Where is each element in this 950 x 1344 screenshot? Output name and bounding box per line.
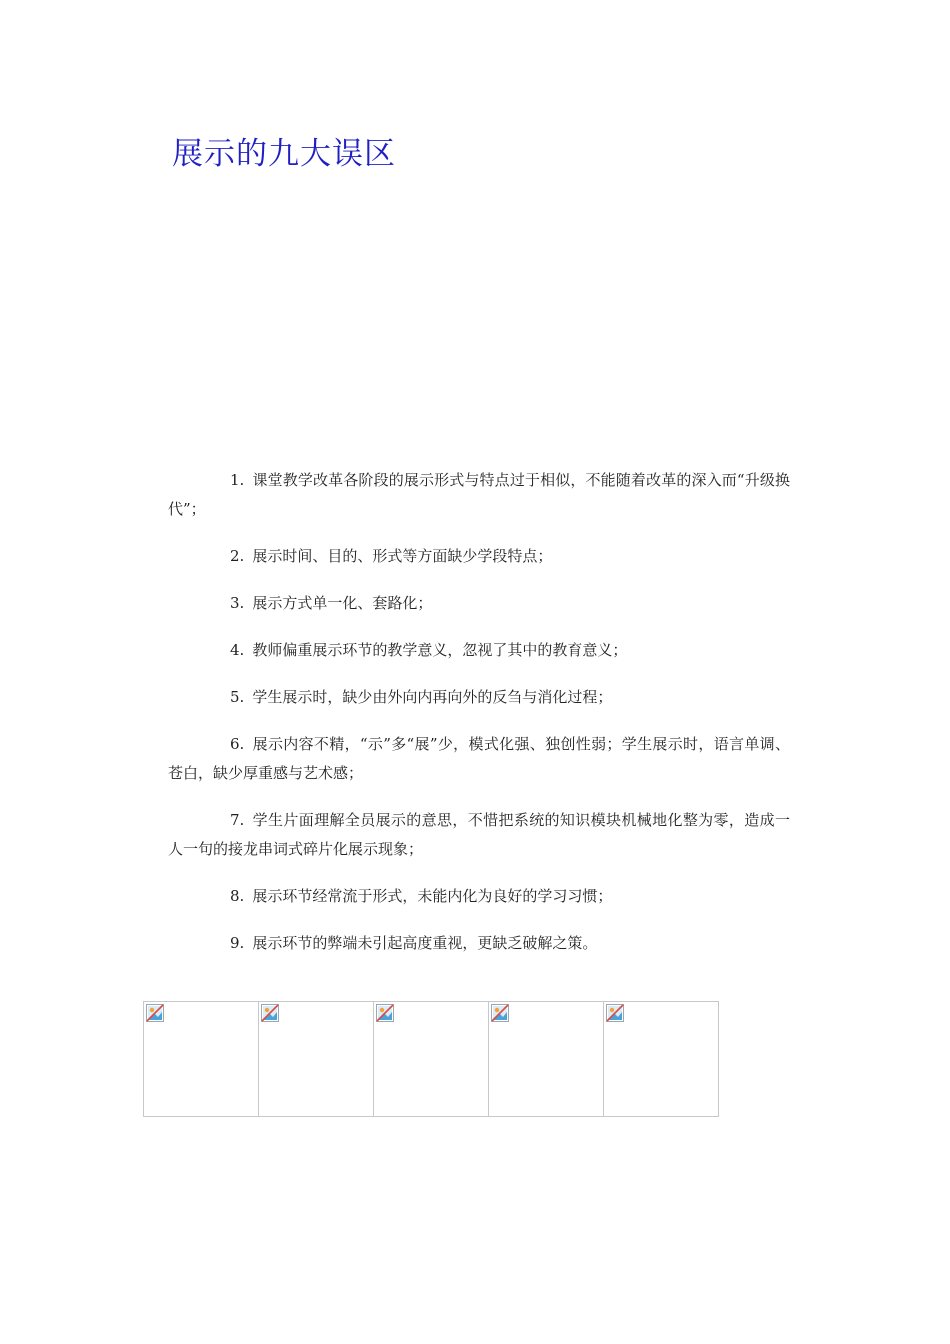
item-text: 展示环节经常流于形式，未能内化为良好的学习习惯； bbox=[252, 887, 613, 905]
broken-image-icon bbox=[606, 1004, 624, 1022]
broken-image-icon bbox=[261, 1004, 279, 1022]
image-placeholder[interactable] bbox=[143, 1001, 259, 1117]
image-placeholder[interactable] bbox=[604, 1001, 719, 1117]
list-item bbox=[168, 806, 790, 864]
item-text: 教师偏重展示环节的教学意义，忽视了其中的教育意义； bbox=[252, 641, 628, 659]
list-item bbox=[168, 466, 790, 524]
item-number: 8. bbox=[230, 887, 245, 905]
item-text: 展示方式单一化、套路化； bbox=[252, 594, 433, 612]
list-item bbox=[168, 730, 790, 788]
item-number: 5. bbox=[230, 688, 245, 706]
item-text: 展示内容不精，“示”多“展”少，模式化强、独创性弱；学生展示时，语言单调、苍白，缺少厚重感与艺术感； bbox=[168, 735, 790, 782]
item-text: 学生片面理解全员展示的意思，不惜把系统的知识模块机械地化整为零，造成一人一句的接龙串词式碎片化展示现象； bbox=[168, 811, 790, 858]
list-item bbox=[168, 683, 790, 712]
image-placeholder[interactable] bbox=[489, 1001, 604, 1117]
list-item bbox=[168, 929, 790, 958]
list-item bbox=[168, 589, 790, 618]
broken-image-icon bbox=[491, 1004, 509, 1022]
item-text: 课堂教学改革各阶段的展示形式与特点过于相似，不能随着改革的深入而“升级换代”； bbox=[168, 471, 790, 518]
broken-image-icon bbox=[146, 1004, 164, 1022]
image-strip bbox=[143, 1001, 719, 1117]
image-placeholder[interactable] bbox=[259, 1001, 374, 1117]
item-text: 展示时间、目的、形式等方面缺少学段特点； bbox=[252, 547, 553, 565]
item-number: 9. bbox=[230, 934, 245, 952]
broken-image-icon bbox=[376, 1004, 394, 1022]
list-item bbox=[168, 636, 790, 665]
page-title: 展示的九大误区 bbox=[172, 136, 396, 172]
item-text: 学生展示时，缺少由外向内再向外的反刍与消化过程； bbox=[252, 688, 613, 706]
item-number: 3. bbox=[230, 594, 245, 612]
numbered-list bbox=[168, 466, 790, 958]
item-number: 1. bbox=[230, 471, 245, 489]
list-item bbox=[168, 542, 790, 571]
item-number: 6. bbox=[230, 735, 245, 753]
item-text: 展示环节的弊端未引起高度重视，更缺乏破解之策。 bbox=[252, 934, 598, 952]
item-number: 2. bbox=[230, 547, 245, 565]
item-number: 4. bbox=[230, 641, 245, 659]
image-placeholder[interactable] bbox=[374, 1001, 489, 1117]
item-number: 7. bbox=[230, 811, 245, 829]
list-item bbox=[168, 882, 790, 911]
